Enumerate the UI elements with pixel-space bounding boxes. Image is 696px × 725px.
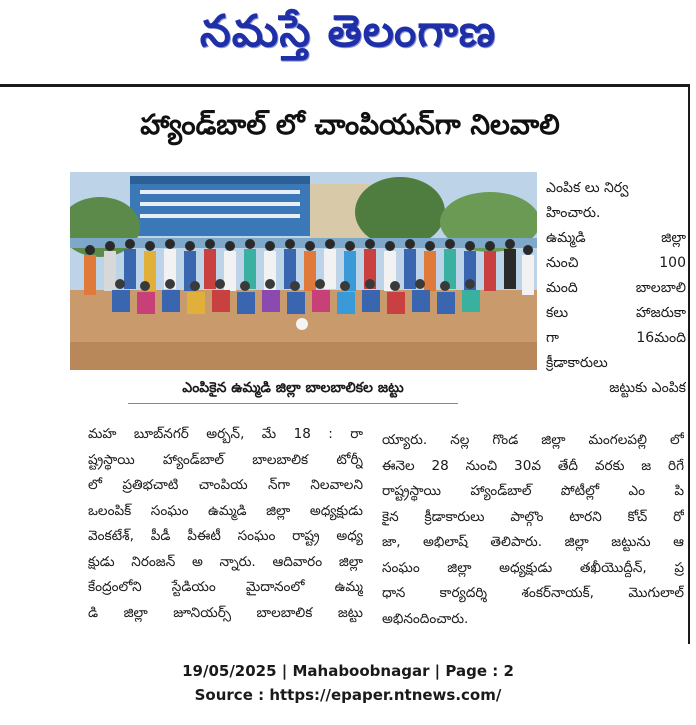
body-line: వెంకటేశ్, పీడీ పీఈటీ సంఘం రాష్ట్ర అధ్య [88, 528, 363, 544]
body-line: కైన క్రీడాకారులు పాల్గొం టారని కోచ్ రో [382, 508, 684, 525]
side-line: హించారు. [546, 205, 601, 221]
side-line: గా 16మంది [546, 330, 686, 346]
body-line: జా, అభిలాష్ తెలిపారు. జిల్లా జట్టును ఆ [382, 534, 684, 550]
side-line: నుంచి 100 [546, 255, 686, 271]
body-line: య్యారు. నల్ల గొండ జిల్లా మంగలపల్లి లో [382, 432, 684, 448]
footer-date-page: 19/05/2025 | Mahaboobnagar | Page : 2 [182, 662, 514, 680]
body-line: డి జిల్లా జూనియర్స్ బాలబాలిక జట్టు [88, 604, 363, 621]
team-photo [70, 172, 537, 370]
article-headline: హ్యాండ్‌బాల్ లో చాంపియన్‌గా నిలవాలి [140, 108, 560, 141]
photo-caption: ఎంపికైన ఉమ్మడి జిల్లా బాలబాలికల జట్టు [128, 373, 458, 404]
side-line: జట్టుకు ఎంపిక [609, 380, 686, 396]
body-line: అభినందించారు. [382, 610, 469, 627]
body-line: ధాన కార్యదర్శి శంకర్‌నాయక్, మొగులాల్ [382, 585, 684, 601]
side-line: ఎంపిక లు నిర్వ [546, 180, 629, 196]
side-line: క్రీడాకారులు [546, 355, 608, 371]
side-column [546, 176, 686, 401]
body-line: ఈనెల 28 నుంచి 30వ తేదీ వరకు జ రిగే [382, 457, 684, 474]
column-border [688, 84, 690, 644]
newspaper-masthead [0, 0, 696, 80]
article-column-2 [382, 428, 684, 632]
body-line: ష్ట్రస్థాయి హ్యాండ్‌బాల్ బాలబాలిక టోర్నీ [88, 451, 363, 468]
header-divider [0, 84, 690, 87]
article-column-1 [88, 422, 363, 626]
side-line: మంది బాలబాలి [546, 280, 686, 296]
body-line: రాష్ట్రస్థాయి హ్యాండ్‌బాల్ పోటీల్లో ఎం పి [382, 483, 684, 499]
team-photo-illustration [70, 172, 537, 370]
body-line: లో ప్రతిభచాటి చాంపియ న్‌గా నిలవాలని [88, 477, 363, 493]
body-line: సంఘం జిల్లా అధ్యక్షుడు తఖీయొద్దీన్, ప్ర [382, 559, 684, 576]
body-line: మహ బూబ్‌నగర్ అర్బన్, మే 18 : రా [88, 426, 363, 442]
side-line: ఉమ్మడి జిల్లా [546, 230, 686, 246]
body-line: ఒలంపిక్ సంఘం ఉమ్మడి జిల్లా అధ్యక్షుడు [88, 502, 363, 519]
side-line: కలు హాజరుకా [546, 305, 686, 321]
masthead-title: నమస్తే తెలంగాణ [199, 6, 497, 57]
footer-source: Source : https://epaper.ntnews.com/ [194, 686, 502, 704]
body-line: కేంద్రంలోని స్టేడియం మైదానంలో ఉమ్మ [88, 579, 363, 595]
body-line: క్షుడు నిరంజన్ అ న్నారు. ఆదివారం జిల్లా [88, 553, 363, 570]
